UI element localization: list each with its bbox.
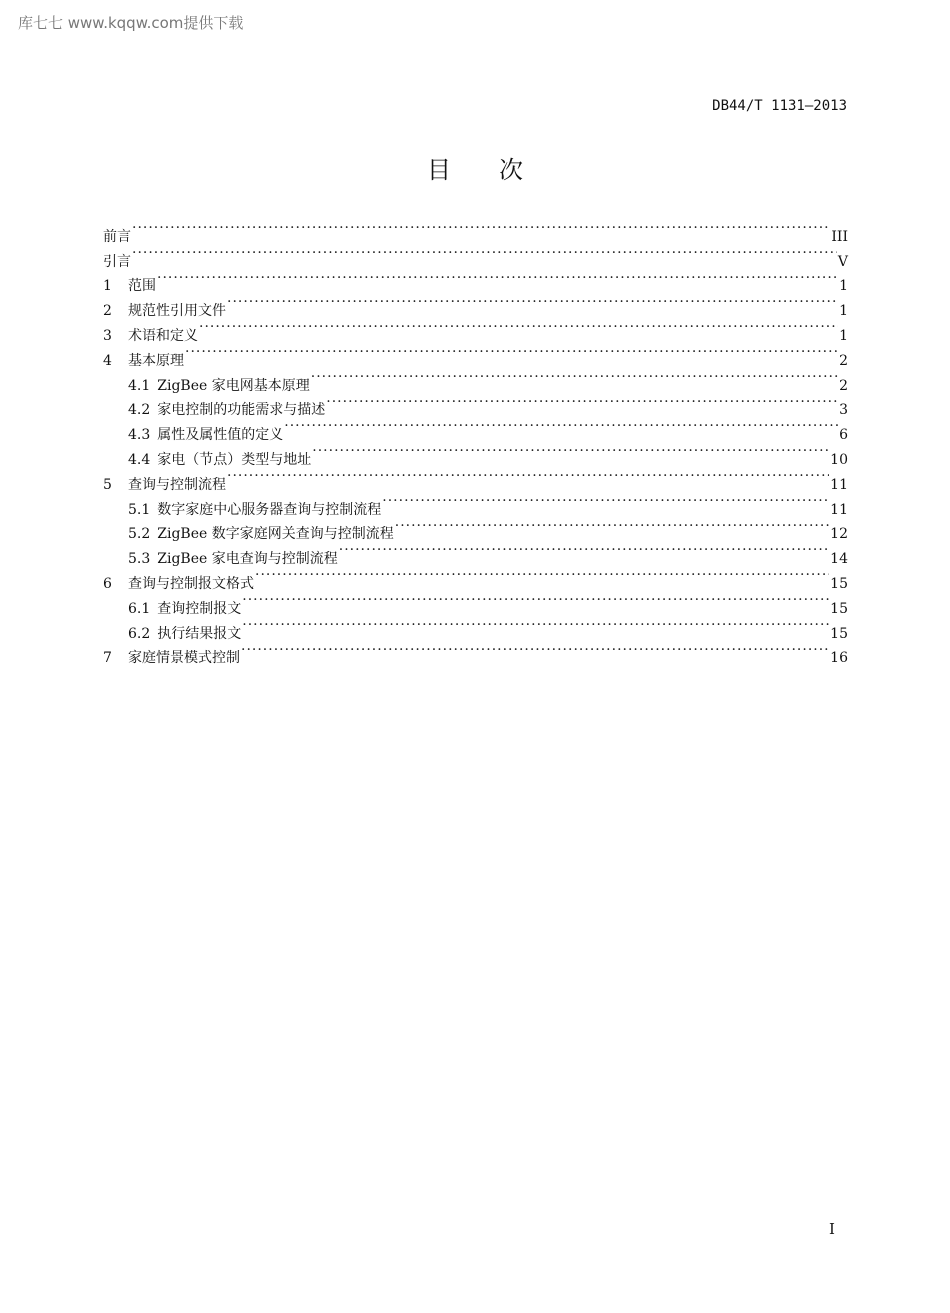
- toc-leader-dots: [227, 290, 838, 315]
- toc-entry-page: 2: [839, 352, 848, 369]
- table-of-contents: [103, 216, 848, 667]
- document-code: DB44/T 1131—2013: [712, 98, 847, 114]
- toc-entry-label: 术语和定义: [128, 327, 198, 344]
- toc-entry-label: 家庭情景模式控制: [128, 650, 240, 667]
- toc-entry-label: 执行结果报文: [157, 625, 242, 642]
- toc-entry-label: 规范性引用文件: [128, 303, 226, 320]
- toc-entry-label: 查询与控制流程: [128, 476, 226, 493]
- toc-entry-label: 基本原理: [128, 352, 184, 369]
- watermark-text: 库七七 www.kqqw.com提供下载: [18, 14, 244, 32]
- toc-entry-page: 1: [839, 303, 848, 320]
- toc-leader-dots: [284, 414, 838, 439]
- toc-entry-number: 4: [103, 352, 112, 369]
- toc-entry-page: 15: [830, 625, 848, 642]
- toc-entry[interactable]: [103, 340, 848, 369]
- toc-entry-number: 6: [103, 575, 112, 592]
- toc-entry-label: 查询控制报文: [157, 600, 242, 617]
- toc-title: 目次: [427, 156, 571, 184]
- toc-entry-page: 3: [839, 402, 848, 419]
- toc-entry-page: V: [837, 253, 848, 270]
- toc-entry[interactable]: [103, 216, 848, 245]
- toc-entry-page: 14: [830, 551, 848, 568]
- toc-entry-label: 前言: [103, 228, 131, 245]
- toc-leader-dots: [339, 538, 829, 563]
- toc-entry-page: 2: [839, 377, 848, 394]
- toc-entry-page: 11: [830, 476, 848, 493]
- toc-leader-dots: [241, 638, 829, 663]
- toc-entry-page: 6: [839, 427, 848, 444]
- toc-entry[interactable]: [103, 365, 848, 394]
- toc-leader-dots: [242, 613, 829, 638]
- toc-leader-dots: [326, 390, 838, 415]
- toc-entry-number: 4.2: [128, 402, 151, 419]
- toc-entry-page: 15: [830, 600, 848, 617]
- toc-entry-label: 范围: [128, 278, 156, 295]
- toc-entry[interactable]: [103, 290, 848, 320]
- toc-entry-number: 5.3: [128, 551, 151, 568]
- toc-entry-number: 5.2: [128, 526, 151, 543]
- page-number: I: [829, 1220, 835, 1238]
- toc-entry-label: ZigBee 家电网基本原理: [157, 377, 310, 394]
- toc-entry-label: ZigBee 数字家庭网关查询与控制流程: [157, 526, 394, 543]
- toc-entry-number: 6.1: [128, 600, 151, 617]
- toc-entry-label: ZigBee 家电查询与控制流程: [157, 551, 338, 568]
- toc-entry-label: 属性及属性值的定义: [157, 427, 284, 444]
- toc-entry-number: 3: [103, 327, 112, 344]
- toc-entry-label: 引言: [103, 253, 131, 270]
- toc-leader-dots: [199, 315, 838, 340]
- toc-entry-number: 1: [103, 278, 112, 295]
- toc-entry[interactable]: [103, 266, 848, 295]
- toc-leader-dots: [157, 266, 838, 291]
- toc-entry-page: 1: [839, 278, 848, 295]
- toc-entry-number: 4.4: [128, 451, 151, 468]
- toc-leader-dots: [242, 588, 829, 613]
- toc-entry-label: 数字家庭中心服务器查询与控制流程: [157, 501, 382, 518]
- toc-entry-page: III: [831, 228, 848, 245]
- toc-leader-dots: [185, 340, 838, 365]
- toc-leader-dots: [255, 563, 829, 588]
- toc-leader-dots: [227, 464, 829, 489]
- toc-entry-number: 4.3: [128, 427, 151, 444]
- toc-entry-label: 家电控制的功能需求与描述: [157, 402, 326, 419]
- toc-leader-dots: [395, 514, 829, 539]
- toc-entry-number: 7: [103, 650, 112, 667]
- toc-entry[interactable]: [103, 241, 848, 270]
- toc-leader-dots: [312, 439, 829, 464]
- toc-leader-dots: [132, 241, 837, 266]
- toc-entry-page: 10: [830, 451, 848, 468]
- toc-entry-page: 12: [830, 526, 848, 543]
- toc-entry-number: 5: [103, 476, 112, 493]
- toc-entry-number: 2: [103, 303, 112, 320]
- toc-entry-page: 15: [830, 575, 848, 592]
- toc-entry-label: 家电（节点）类型与地址: [157, 451, 312, 468]
- toc-entry-number: 5.1: [128, 501, 151, 518]
- toc-entry-number: 4.1: [128, 377, 151, 394]
- toc-entry-number: 6.2: [128, 625, 151, 642]
- toc-entry-label: 查询与控制报文格式: [128, 575, 254, 592]
- toc-entry[interactable]: [103, 315, 848, 344]
- toc-leader-dots: [132, 216, 830, 241]
- toc-leader-dots: [382, 489, 829, 514]
- toc-entry-page: 11: [830, 501, 848, 518]
- toc-entry-page: 1: [839, 327, 848, 344]
- toc-entry-page: 16: [830, 650, 848, 667]
- toc-leader-dots: [311, 365, 838, 390]
